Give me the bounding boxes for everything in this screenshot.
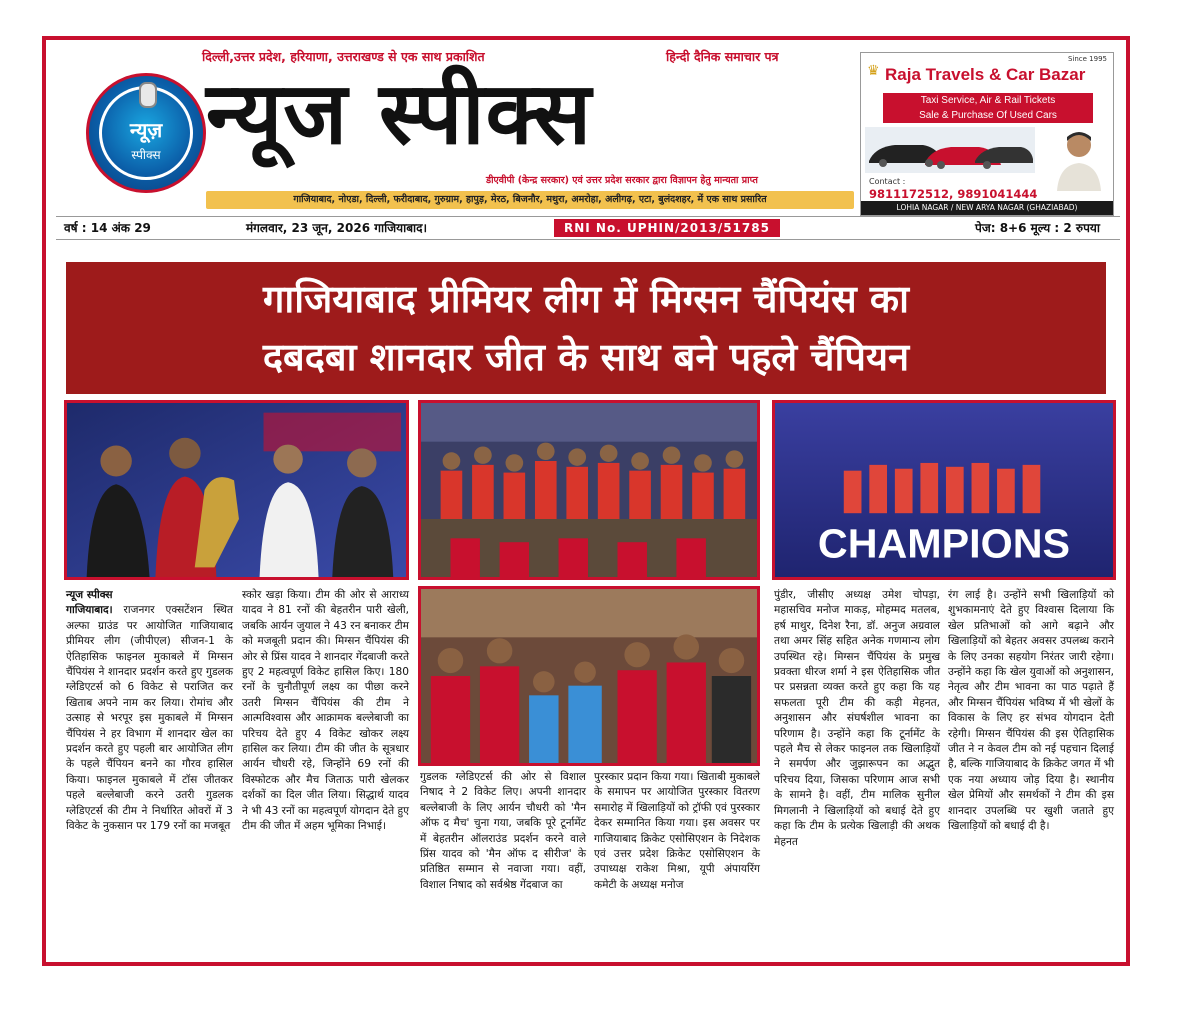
issue-info-bar — [56, 216, 1120, 240]
photo-team-celebration — [418, 400, 760, 580]
article-col6-text: रंग लाई है। उन्होंने सभी खिलाड़ियों को शुभकामनाएं देते हुए विश्वास दिलाया कि खेल प्रतिभाओं को आगे बढ़ाने और खिलाड़ियों को बेहतर अवसर उपलब्ध कराने के लिए उनका सहयोग निरंतर जारी रहेगा। उन्होंने कहा कि खेल युवाओं को अनुशासन, नेतृत्व और टीम भावना का पाठ पढ़ाते हैं और मिग्सन चैंपियंस भविष्य में भी खेलों के विकास के लिए हर संभव योगदान देती रहेगी। मिग्सन चैंपियंस की इस ऐतिहासिक जीत ने न केवल टीम को नई पहचान दिलाई है, बल्कि गाजियाबाद के क्रिकेट जगत में भी एक नया अध्याय जोड़ दिया है। स्थानीय खेल प्रेमियों और समर्थकों ने टीम की इस शानदार उपलब्धि पर खुशी जताते हुए खिलाड़ियों को बधाई दी है। — [948, 589, 1114, 833]
main-headline — [66, 262, 1106, 394]
rni-number: RNI No. UPHIN/2013/51785 — [554, 219, 780, 237]
crown-icon: ♛ — [867, 63, 880, 79]
article-col4-text: पुरस्कार प्रदान किया गया। खिताबी मुकाबले के समापन पर आयोजित पुरस्कार वितरण समारोह में खिलाड़ियों को ट्रॉफी एवं पुरस्कार देकर सम्मानित किया गया। इस अवसर पर गाजियाबाद क्रिकेट एसोसिएशन के निदेशक एवं उत्तर प्रदेश क्रिकेट एसोसिएशन के उपाध्यक्ष राकेश मिश्रा, यूपी अंपायरिंग कमेटी के अध्यक्ष मनोज — [594, 771, 760, 891]
newspaper-title: न्यूज स्पीक्स — [206, 63, 593, 164]
article-column-4 — [594, 770, 760, 893]
headline-line1: गाजियाबाद प्रीमियर लीग में मिग्सन चैंपियंस का — [263, 277, 909, 321]
ad-phones: 9811172512, 9891041444 — [869, 187, 1038, 201]
daily-label: हिन्दी दैनिक समाचार पत्र — [666, 49, 779, 64]
article-column-3 — [420, 770, 586, 893]
champions-text: CHAMPIONS — [817, 520, 1071, 567]
article-column-1 — [66, 588, 233, 835]
advertisement-raja-travels — [860, 52, 1114, 216]
photo-champions-banner — [772, 400, 1116, 580]
ad-since: Since 1995 — [1067, 55, 1107, 63]
news-speaks-logo — [86, 73, 206, 193]
newspaper-page — [42, 36, 1130, 966]
ad-line2: Sale & Purchase Of Used Cars — [919, 110, 1057, 121]
article-column-6 — [948, 588, 1114, 835]
pages-price: पेज: 8+6 मूल्य : 2 रुपया — [975, 221, 1100, 235]
ad-line1: Taxi Service, Air & Rail Tickets — [920, 95, 1056, 106]
headline-line2: दबदबा शानदार जीत के साथ बने पहले चैंपियन — [262, 335, 910, 379]
cities-strip: गाजियाबाद, नोएडा, दिल्ली, फरीदाबाद, गुरुग्राम, हापुड़, मेरठ, बिजनौर, मथुरा, अमरोहा, अलीगढ़, एटा, बुलंदशहर, में एक साथ प्रसारित — [206, 191, 854, 209]
article-byline: न्यूज स्पीक्स — [66, 589, 113, 601]
photo-trophy-presentation — [64, 400, 409, 580]
ad-services-band — [883, 93, 1093, 123]
article-col3-text: गुडलक ग्लेडिएटर्स की ओर से विशाल निषाद ने 2 विकेट लिए। अपनी शानदार बल्लेबाजी के लिए आर्यन चौधरी को 'मैन ऑफ द मैच' चुना गया, जबकि पूरे टूर्नामेंट में बेहतरीन ऑलराउंड प्रदर्शन करने वाले प्रिंस यादव को 'मैन ऑफ द सीरीज' के प्रतिष्ठित सम्मान से नवाजा गया। वहीं, विशाल निषाद को सर्वश्रेष्ठ गेंदबाज का — [420, 771, 586, 891]
article-column-5 — [774, 588, 940, 850]
volume-issue: वर्ष : 14 अंक 29 — [64, 221, 151, 235]
article-column-2 — [242, 588, 409, 835]
article-col2-text: स्कोर खड़ा किया। टीम की ओर से आराध्य यादव ने 81 रनों की बेहतरीन पारी खेली, जबकि आर्यन जुयाल ने 43 रन बनाकर टीम को मजबूती प्रदान की। मिग्सन चैंपियंस की ओर से प्रिंस यादव ने शानदार गेंदबाजी करते हुए 2 महत्वपूर्ण विकेट हासिल किए। 180 रनों के चुनौतीपूर्ण लक्ष्य का पीछा करने उतरी मिग्सन चैंपियंस की टीम ने आत्मविश्वास और आक्रामक बल्लेबाजी का परिचय देते हुए 4 विकेट खोकर लक्ष्य हासिल कर लिया। टीम की जीत के सूत्रधार आर्यन चौधरी रहे, जिन्होंने 69 रनों की विस्फोटक और मैच जिताऊ पारी खेलकर दर्शकों का दिल जीत लिया। सिद्धार्थ यादव ने भी 43 रनों का महत्वपूर्ण योगदान देते हुए टीम की जीत में अहम भूमिका निभाई। — [242, 589, 409, 833]
issue-date: मंगलवार, 23 जून, 2026 गाजियाबाद। — [246, 221, 428, 235]
logo-text-top: न्यूज़ — [129, 118, 163, 142]
article-col5-text: पुंडीर, जीसीए अध्यक्ष उमेश चोपड़ा, महासचिव मनोज माकड़, मोहम्मद मतलब, हर्ष माथुर, दिनेश रैना, डॉ. अनुज अग्रवाल तथा अमर सिंह सहित अनेक गणमान्य लोग उपस्थित रहे। मिग्सन चैंपियंस के प्रमुख प्रवक्ता धीरज शर्मा ने इस ऐतिहासिक जीत पर प्रसन्नता व्यक्त करते हुए कहा कि यह सफलता पूरी टीम की कड़ी मेहनत, अनुशासन और संघर्षशील भावना का परिणाम है। उन्होंने कहा कि टूर्नामेंट के पहले मैच से लेकर फाइनल तक खिलाड़ियों ने समर्पण और जुझारूपन का अद्भुत परिचय दिया, जिसका परिणाम आज सभी के सामने है। वहीं, टीम मालिक सुनील मिगलानी ने खिलाड़ियों को बधाई देते हुए कहा कि टीम के प्रत्येक खिलाड़ी की अथक मेहनत — [774, 589, 940, 848]
article-col1-text: राजनगर एक्सटेंशन स्थित अल्फा ग्राउंड पर आयोजित गाजियाबाद प्रीमियर लीग (जीपीएल) सीजन-1 के ऐतिहासिक फाइनल मुकाबले में मिग्सन चैंपियंस ने शानदार प्रदर्शन करते हुए गुडलक ग्लेडिएटर्स को 6 विकेट से पराजित कर खिताब अपने नाम कर लिया। रोमांच और उत्साह से भरपूर इस मुकाबले में मिग्सन चैंपियंस ने हर विभाग में शानदार खेल का प्रदर्शन करते हुए पहली बार आयोजित लीग के पहले चैंपियन बनने का गौरव हासिल किया। फाइनल मुकाबले में टॉस जीतकर पहले बल्लेबाजी करने उतरी गुडलक ग्लेडिएटर्स की टीम ने निर्धारित ओवरों में 3 विकेट के नुकसान पर 179 रनों का मजबूत — [66, 604, 233, 833]
microphone-icon — [139, 82, 157, 108]
ad-address: LOHIA NAGAR / NEW ARYA NAGAR (GHAZIABAD) — [861, 201, 1113, 215]
masthead-tagline: दिल्ली,उत्तर प्रदेश, हरियाणा, उत्तराखण्ड से एक साथ प्रकाशित — [202, 49, 485, 64]
recognition-note: डीएवीपी (केन्द्र सरकार) एवं उत्तर प्रदेश सरकार द्वारा विज्ञापन हेतु मान्यता प्राप्त — [486, 175, 758, 186]
ad-name: Raja Travels & Car Bazar — [885, 65, 1086, 84]
photo-players-with-fans — [418, 586, 760, 766]
ad-person-photo — [1051, 125, 1107, 191]
logo-text-bottom: स्पीक्स — [131, 148, 161, 162]
article-dateline: गाजियाबाद। — [66, 604, 113, 617]
ad-contact-label: Contact : — [869, 177, 906, 186]
cars-image — [865, 127, 1035, 173]
